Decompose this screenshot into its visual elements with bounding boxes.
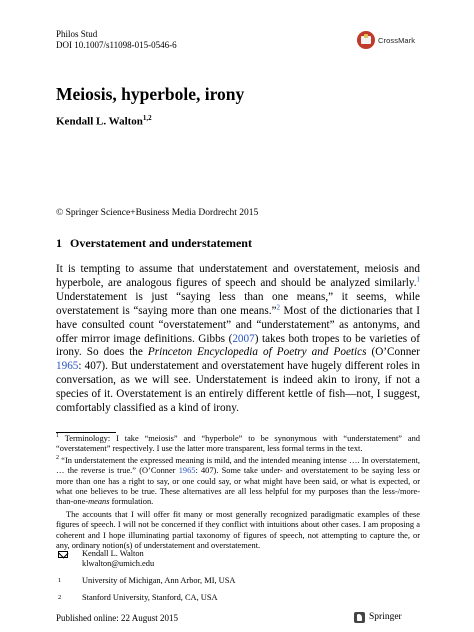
affiliation-number-2: 2	[58, 594, 62, 601]
publisher-logo	[354, 610, 402, 624]
article-title: Meiosis, hyperbole, irony	[56, 84, 245, 104]
citation-gibbs[interactable]: 2007	[232, 332, 255, 345]
publisher-name: Springer	[369, 612, 402, 622]
footnote-ref-1[interactable]: 1	[416, 275, 420, 284]
footnote-citation-oconner[interactable]: 1965	[178, 466, 196, 476]
body-paragraph	[56, 263, 420, 416]
footnote-italic: means	[88, 497, 110, 507]
section-number: 1	[56, 236, 62, 250]
correspondence-name: Kendall L. Walton	[82, 549, 144, 558]
section-title: Overstatement and understatement	[70, 236, 252, 250]
footnote-mark: 2	[56, 455, 59, 462]
body-text: Most of the dictionaries that I have consulted count “overstatement” and “understatement” as antonyms, and offer mirror image definitions. Gibbs (	[56, 304, 420, 345]
correspondence-email-link[interactable]: klwalton@umich.edu	[82, 559, 155, 568]
book-title: Princeton Encyclopedia of Poetry and Poetics	[147, 346, 367, 359]
citation-oconner[interactable]: 1965	[56, 360, 79, 373]
affiliation-1: University of Michigan, Ann Arbor, MI, USA	[82, 576, 236, 585]
envelope-icon	[58, 551, 68, 558]
author-name	[56, 114, 152, 128]
body-text: Understatement is just “saying less than one means,” it seems, while overstatement is “saying more than one means.”	[56, 290, 420, 317]
footnote-2-continuation: The accounts that I will offer fit many or most generally recognized paradigmatic examples of these figures of speech. I will not be concerned if they conflict with intuitions about other cases. I am proposing a coherent and I hope illuminating partial taxonomy of figures of speech, not attempting to capture the, or any, ordinary notion(s) of understatement and overstatement.	[56, 510, 420, 550]
journal-name: Philos Stud	[56, 29, 98, 39]
crossmark-button[interactable]	[357, 29, 437, 51]
crossmark-label: CrossMark	[378, 35, 416, 45]
footnote-text: “In understatement the expressed meaning is mild, and the intended meaning intense …. In overstatement, … the reverse is true.” (O’Conner	[56, 456, 420, 476]
doi[interactable]: DOI 10.1007/s11098-015-0546-6	[56, 40, 177, 50]
body-text: It is tempting to assume that understatement and overstatement, meiosis and hyperbole, are analogous figures of speech and should be analyzed similarly.	[56, 263, 420, 289]
body-text: ) takes both tropes to be varieties of irony. So does the	[56, 332, 420, 359]
footnote-1	[56, 434, 420, 455]
copyright-notice: © Springer Science+Business Media Dordrecht 2015	[56, 208, 259, 218]
crossmark-icon	[357, 31, 375, 49]
springer-horse-icon	[354, 612, 365, 623]
author-affiliation-marks[interactable]: 1,2	[142, 114, 152, 122]
body-text: (O’Conner	[366, 346, 420, 359]
footnote-text: Terminology: I take “meiosis” and “hyperbole” to be synonymous with “understatement” and “overstatement” respectively. I use the latter more transparent, less formal terms in the text.	[56, 434, 420, 454]
body-text: : 407). But understatement and overstatement have hugely different roles in conversation, as we will see. Understatement is indeed akin to irony, if not a species of it. Overstatement is an entirely different kettle of fish—not, I suggest, comfortably classified as a kind of irony.	[56, 360, 420, 415]
published-date: Published online: 22 August 2015	[56, 613, 179, 623]
author-text: Kendall L. Walton	[56, 115, 143, 128]
footnote-divider	[56, 432, 116, 433]
footnote-text: : 407). Some take under- and overstatement to be saying less or more than one has a right to say, or one could say, or what might have been said, or what is expected, or what one believes to be true. These alternatives are all less helpful for my purposes than the less-/more-than-one-	[56, 466, 420, 507]
section-heading	[56, 236, 252, 251]
affiliation-2: Stanford University, Stanford, CA, USA	[82, 593, 218, 602]
footnote-2	[56, 456, 420, 507]
affiliation-number-1: 1	[58, 577, 62, 584]
footnote-text: formulation.	[109, 497, 154, 507]
footnote-ref-2[interactable]: 2	[276, 302, 280, 311]
footnote-mark: 1	[56, 433, 59, 440]
